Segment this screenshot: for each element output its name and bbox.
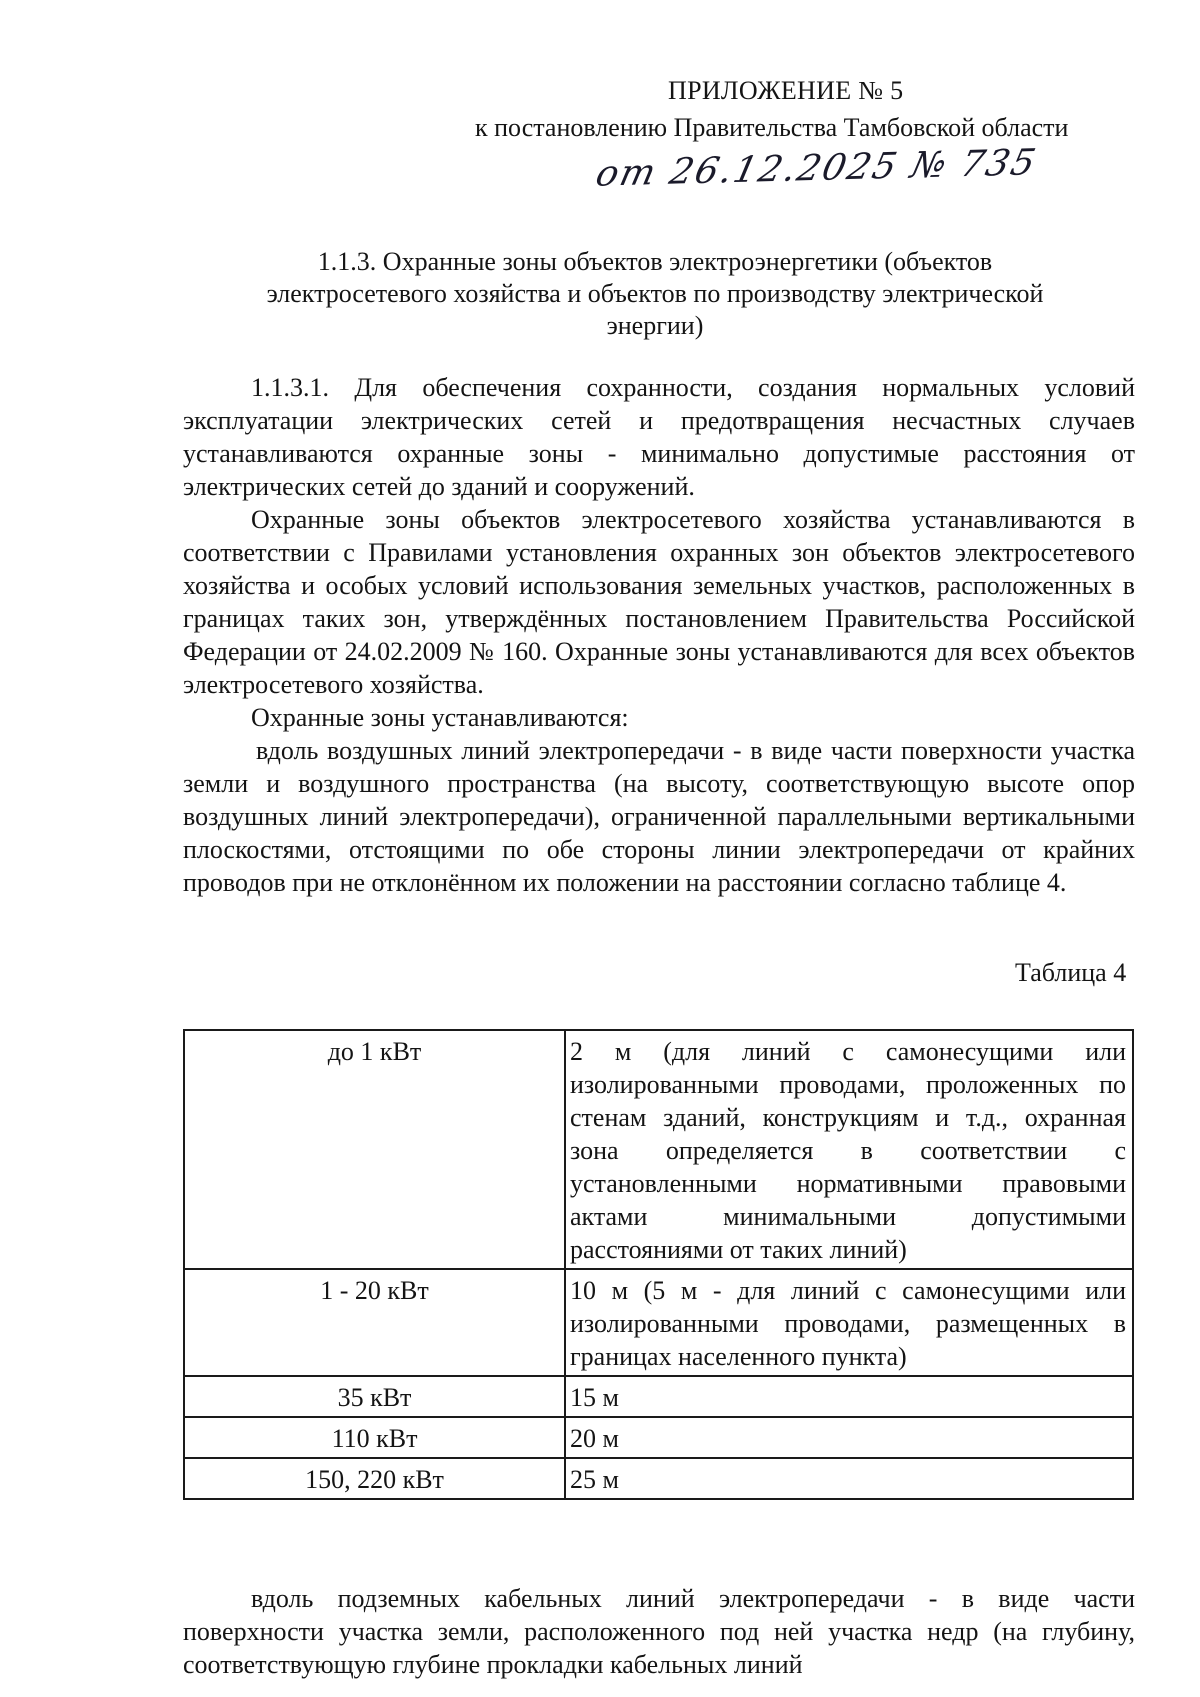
voltage-cell: 150, 220 кВт [184, 1458, 565, 1499]
body-text [183, 371, 1135, 899]
paragraph: Охранные зоны устанавливаются: [251, 703, 629, 732]
section-heading: 1.1.3. Охранные зоны объектов электроэнергетики (объектов электросетевого хозяйства и объектов по производству электрической энергии) [266, 247, 1044, 340]
appendix-title: ПРИЛОЖЕНИЕ № 5 [668, 76, 904, 105]
paragraph: Охранные зоны объектов электросетевого хозяйства устанавливаются в соответствии с Правилами установления охранных зон объектов электросетевого хозяйства и особых условий использования земельных участков, расположенных в границах таких зон, утверждённых постановлением Правительства Российской Федерации от 24.02.2009 № 160. Охранные зоны устанавливаются для всех объектов электросетевого хозяйства. [183, 505, 1135, 699]
body-text-continued [183, 1582, 1135, 1681]
distance-cell: 15 м [565, 1376, 1133, 1417]
table-caption: Таблица 4 [1015, 958, 1127, 987]
distance-cell: 20 м [565, 1417, 1133, 1458]
voltage-cell: 1 - 20 кВт [184, 1269, 565, 1376]
paragraph: вдоль подземных кабельных линий электропередачи - в виде части поверхности участка земли, расположенного под ней участка недр (на глубину, соответствующую глубине прокладки кабельных линий [183, 1584, 1135, 1679]
table-row [184, 1376, 1133, 1417]
voltage-cell: до 1 кВт [184, 1030, 565, 1269]
protection-zones-table [183, 1029, 1134, 1500]
paragraph: вдоль воздушных линий электропередачи - в виде части поверхности участка земли и воздушного пространства (на высоту, соответствующую высоте опор воздушных линий электропередачи), ограниченной параллельными вертикальными плоскостями, отстоящими по обе стороны линии электропередачи от крайних проводов при не отклонённом их положении на расстоянии согласно таблице 4. [183, 736, 1135, 897]
distance-cell: 25 м [565, 1458, 1133, 1499]
table-row [184, 1458, 1133, 1499]
voltage-cell: 110 кВт [184, 1417, 565, 1458]
voltage-cell: 35 кВт [184, 1376, 565, 1417]
table-row [184, 1417, 1133, 1458]
table-row [184, 1269, 1133, 1376]
handwritten-date-number: от 26.12.2025 № 735 [592, 142, 1041, 195]
table-row [184, 1030, 1133, 1269]
appendix-subtitle: к постановлению Правительства Тамбовской области [475, 113, 1069, 142]
distance-cell: 2 м (для линий с самонесущими или изолированными проводами, проложенных по стенам зданий, конструкциям и т.д., охранная зона определяется в соответствии с установленными нормативными правовыми актами минимальными допустимыми расстояниями от таких линий) [565, 1030, 1133, 1269]
paragraph: 1.1.3.1. Для обеспечения сохранности, создания нормальных условий эксплуатации электрических сетей и предотвращения несчастных случаев устанавливаются охранные зоны - минимально допустимые расстояния от электрических сетей до зданий и сооружений. [183, 373, 1135, 501]
distance-cell: 10 м (5 м - для линий с самонесущими или изолированными проводами, размещенных в границах населенного пункта) [565, 1269, 1133, 1376]
